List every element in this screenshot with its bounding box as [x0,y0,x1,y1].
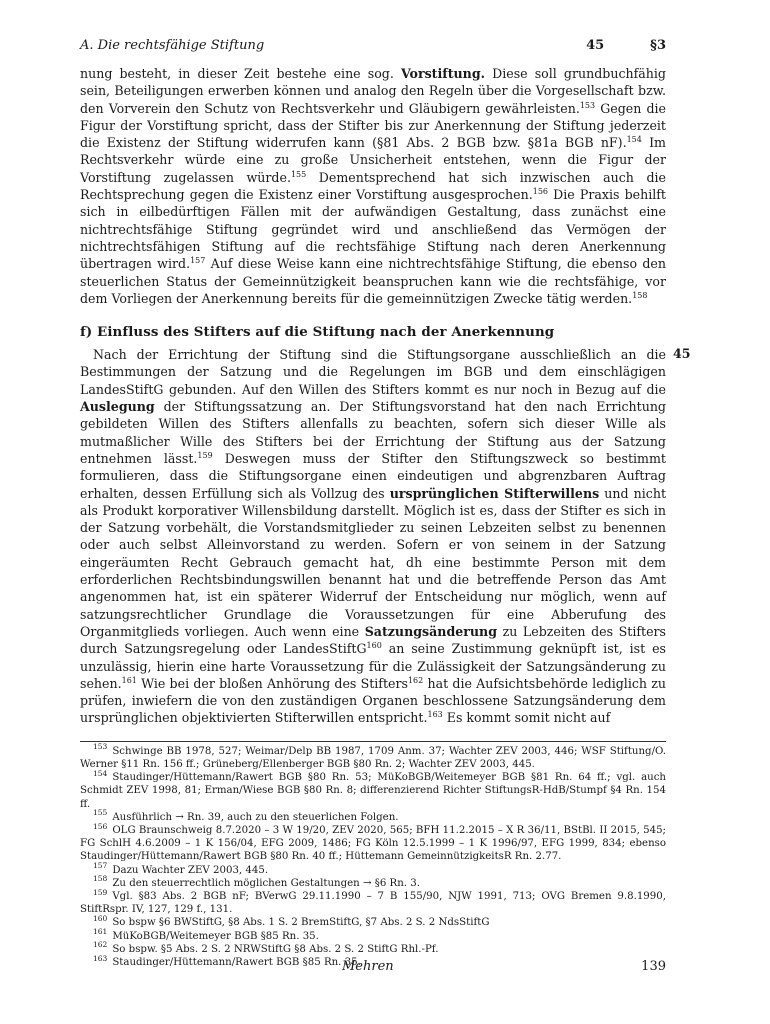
footnote-ref[interactable]: 159 [197,450,213,460]
footnote [80,927,666,943]
footnote-number: 157 [93,861,108,871]
footnote-text: Staudinger/Hüttemann/Rawert BGB §85 Rn. 35. [112,956,361,968]
footnote [80,940,666,956]
text-span: und nicht als Produkt korporativer Willensbildung darstellt. Möglich ist es, dass der Stifter es sich in der Satzung vorbehält, die Vorstandsmitglieder zu seinen Lebzeiten selbst zu benennen oder auch selbst Alleinvorstand zu werden. Sofern er von seinem in der Satzung eingeräumten Recht Gebrauch gemacht hat, dh eine bestimmte Person mit dem erforderlichen Rechtsbindungswillen benannt hat und die betreffende Person das Amt angenommen hat, ist ein späterer Widerruf der Entscheidung nur möglich, wenn auf satzungsrechtlicher Grundlage die Voraussetzungen für eine Abberufung des Organmitglieds vorliegen. Auch wenn eine [80,485,667,639]
text-span: Nach der Errichtung der Stiftung sind die Stiftungsorgane ausschließlich an die Bestimmungen der Satzung und die Regelungen im BGB und dem einschlägigen LandesStiftG gebunden. Auf den Willen des Stifters kommt es nur noch in Bezug auf die [80,347,666,397]
section-symbol: §3 [650,38,666,53]
footnote-ref[interactable]: 161 [121,675,137,685]
footnote [80,768,666,811]
footnote [80,821,666,864]
text-span: Die Praxis behilft sich in eilbedürftigen Fällen mit der aufwändigen Gestaltung, dass zunächst eine nichtrechtsfähige Stiftung gegründet wird und anschließend das Vermögen der nichtrechtsfähigen Stiftung auf die rechtsfähige Stiftung nach deren Anerkennung übertragen wird. [80,187,666,272]
text-span: Gegen die Figur der Vorstiftung spricht, dass der Stifter bis zur Anerkennung der Stiftung jederzeit die Existenz der Stiftung widerrufen kann (§81 Abs. 2 BGB bzw. §81a BGB nF). [80,100,666,151]
text-span: hat die Aufsichtsbehörde lediglich zu prüfen, inwiefern die von den zuständigen Organen beschlossene Satzungsänderung dem ursprünglichen objektivierten Stifterwillen entspricht. [80,675,666,726]
header-right [586,38,666,53]
footnote-text: Zu den steuerrechtlich möglichen Gestaltungen → §6 Rn. 3. [112,877,420,889]
text-span: der Stiftungssatzung an. Der Stiftungsvorstand hat den nach Errichtung gebildeten Willen des Stifters allenfalls zu beachten, sofern sich dieser Wille als mutmaßlicher Wille des Stifters bei der Errichtung der Stiftung aus der Satzung entnehmen lässt. [80,399,666,466]
footnote [80,742,666,771]
footnote-number: 153 [93,742,108,752]
footnote-ref[interactable]: 155 [290,169,307,179]
footnote-text: MüKoBGB/Weitemeyer BGB §85 Rn. 35. [112,930,319,942]
footnote-number: 160 [93,913,108,923]
page-number: 139 [641,959,666,974]
footnote-number: 161 [93,927,108,937]
text-span: zu Lebzeiten des Stifters durch Satzungsregelung oder LandesStiftG [80,623,667,657]
text-span: Dementsprechend hat sich inzwischen auch die Rechtsprechung gegen die Existenz einer Vorstiftung ausgesprochen. [80,169,666,203]
text-span: Wie bei der bloßen Anhörung des Stifters [136,675,408,691]
footnote-text: So bspw. §5 Abs. 2 S. 2 NRWStiftG §8 Abs. 2 S. 2 StiftG Rhl.-Pf. [112,943,439,955]
text-span: nung besteht, in dieser Zeit bestehe eine sog. [80,66,401,81]
bold-term-vorstiftung: Vorstiftung. [400,66,486,81]
footnote-number: 163 [93,953,108,963]
footnote-ref[interactable]: 160 [366,641,382,651]
footnote-ref[interactable]: 162 [407,675,424,685]
footnote [80,808,666,824]
paragraph-wrapper [80,346,691,727]
footnote-text: Dazu Wachter ZEV 2003, 445. [112,864,269,876]
footnote-ref[interactable]: 163 [427,710,443,720]
footnote-number: 154 [93,768,108,778]
book-page [80,38,691,969]
footnote-text: Schwinge BB 1978, 527; Weimar/Delp BB 1987, 1709 Anm. 37; Wachter ZEV 2003, 446; WSF Stiftung/O. Werner §11 Rn. 156 ff.; Grüneberg/Ellenberger BGB §80 Rn. 2; Wachter ZEV 2003, 445. [80,745,666,770]
text-span: an seine Zustimmung geknüpft ist, ist es unzulässig, hierin eine harte Voraussetzung für die Zulässigkeit der Satzungsänderung zu sehen. [80,641,666,691]
footnote [80,874,666,890]
margin-number: 45 [673,346,691,362]
bold-term-satzungsaenderung: Satzungsänderung [364,623,498,639]
footnote-number: 156 [93,821,108,831]
bold-term-stifterwillen: ursprünglichen Stifterwillens [389,485,600,501]
footnote-ref[interactable]: 153 [579,100,596,110]
footnote-number: 158 [93,874,108,884]
chapter-title: A. Die rechtsfähige Stiftung [80,38,265,53]
bold-term-auslegung: Auslegung [80,399,155,415]
footnote-ref[interactable]: 158 [632,290,648,300]
footnotes [80,742,666,969]
footnote-ref[interactable]: 156 [532,186,549,196]
footnote [80,861,666,877]
footnote-divider [80,741,666,742]
footnote-text: Vgl. §83 Abs. 2 BGB nF; BVerwG 29.11.1990 – 7 B 155/90, NJW 1991, 713; OVG Bremen 9.8.1990, StiftRspr. IV, 127, 129 f., 131. [80,890,666,916]
section-heading: f) Einfluss des Stifters auf die Stiftung nach der Anerkennung [80,324,555,341]
footnote-number: 155 [93,808,108,818]
text-span: Es kommt somit nicht auf [442,710,611,726]
text-span: Deswegen muss der Stifter den Stiftungszweck so bestimmt formulieren, dass die Stiftungsorgane einen eindeutigen und abgrenzbaren Auftrag erhalten, dessen Erfüllung sich als Vollzug des [80,450,666,501]
footnote-ref[interactable]: 154 [626,135,642,144]
paragraph-vorstiftung [80,65,666,307]
author-name: Mehren [342,959,394,974]
margin-page-number: 45 [586,38,605,53]
footnote-ref[interactable]: 157 [190,256,206,266]
running-header [80,38,666,53]
footnote-text: OLG Braunschweig 8.7.2020 – 3 W 19/20, ZEV 2020, 565; BFH 11.2.2015 – X R 36/11, BStBl. II 2015, 545; FG SchlH 4.6.2009 – 1 K 156/04, EFG 2009, 1486; FG Köln 12.5.1999 – 1 K 1996/97, EFG 1999, 834; ebenso Staudinger/Hüttemann/Rawert BGB §80 Rn. 40 ff.; Hüttemann GemeinnützigkeitsR Rn. 2.77. [80,824,666,863]
footnote-number: 159 [93,887,108,897]
footnote-text: So bspw §6 BWStiftG, §8 Abs. 1 S. 2 BremStiftG, §7 Abs. 2 S. 2 NdsStiftG [112,917,490,929]
text-span: Diese soll grundbuchfähig sein, Beteiligungen erwerben können und analog den Regeln über die Vorgesellschaft bzw. den Vorverein den Schutz von Rechtsverkehr und Gläubigern gewährleisten. [80,66,666,116]
footnote [80,913,666,929]
footnote-text: Staudinger/Hüttemann/Rawert BGB §80 Rn. 53; MüKoBGB/Weitemeyer BGB §81 Rn. 64 ff.; vgl. auch Schmidt ZEV 1998, 81; Erman/Wiese BGB §80 Rn. 8; differenzierend Richter StiftungsR-HdB/Stumpf §4 Rn. 154 ff. [80,772,666,810]
footnote [80,887,666,916]
paragraph-einfluss [80,346,666,727]
text-span: Im Rechtsverkehr würde eine zu große Unsicherheit entstehen, wenn die Figur der Vorstiftung zugelassen würde. [80,135,666,185]
text-span: Auf diese Weise kann eine nichtrechtsfähige Stiftung, die ebenso den steuerlichen Status der Gemeinnützigkeit beanspruchen kann wie die rechtsfähige, vor dem Vorliegen der Anerkennung bereits für die gemeinnützigen Zwecke tätig werden. [80,256,666,306]
footnote-number: 162 [93,940,108,950]
footnote-text: Ausführlich → Rn. 39, auch zu den steuerlichen Folgen. [112,811,399,823]
